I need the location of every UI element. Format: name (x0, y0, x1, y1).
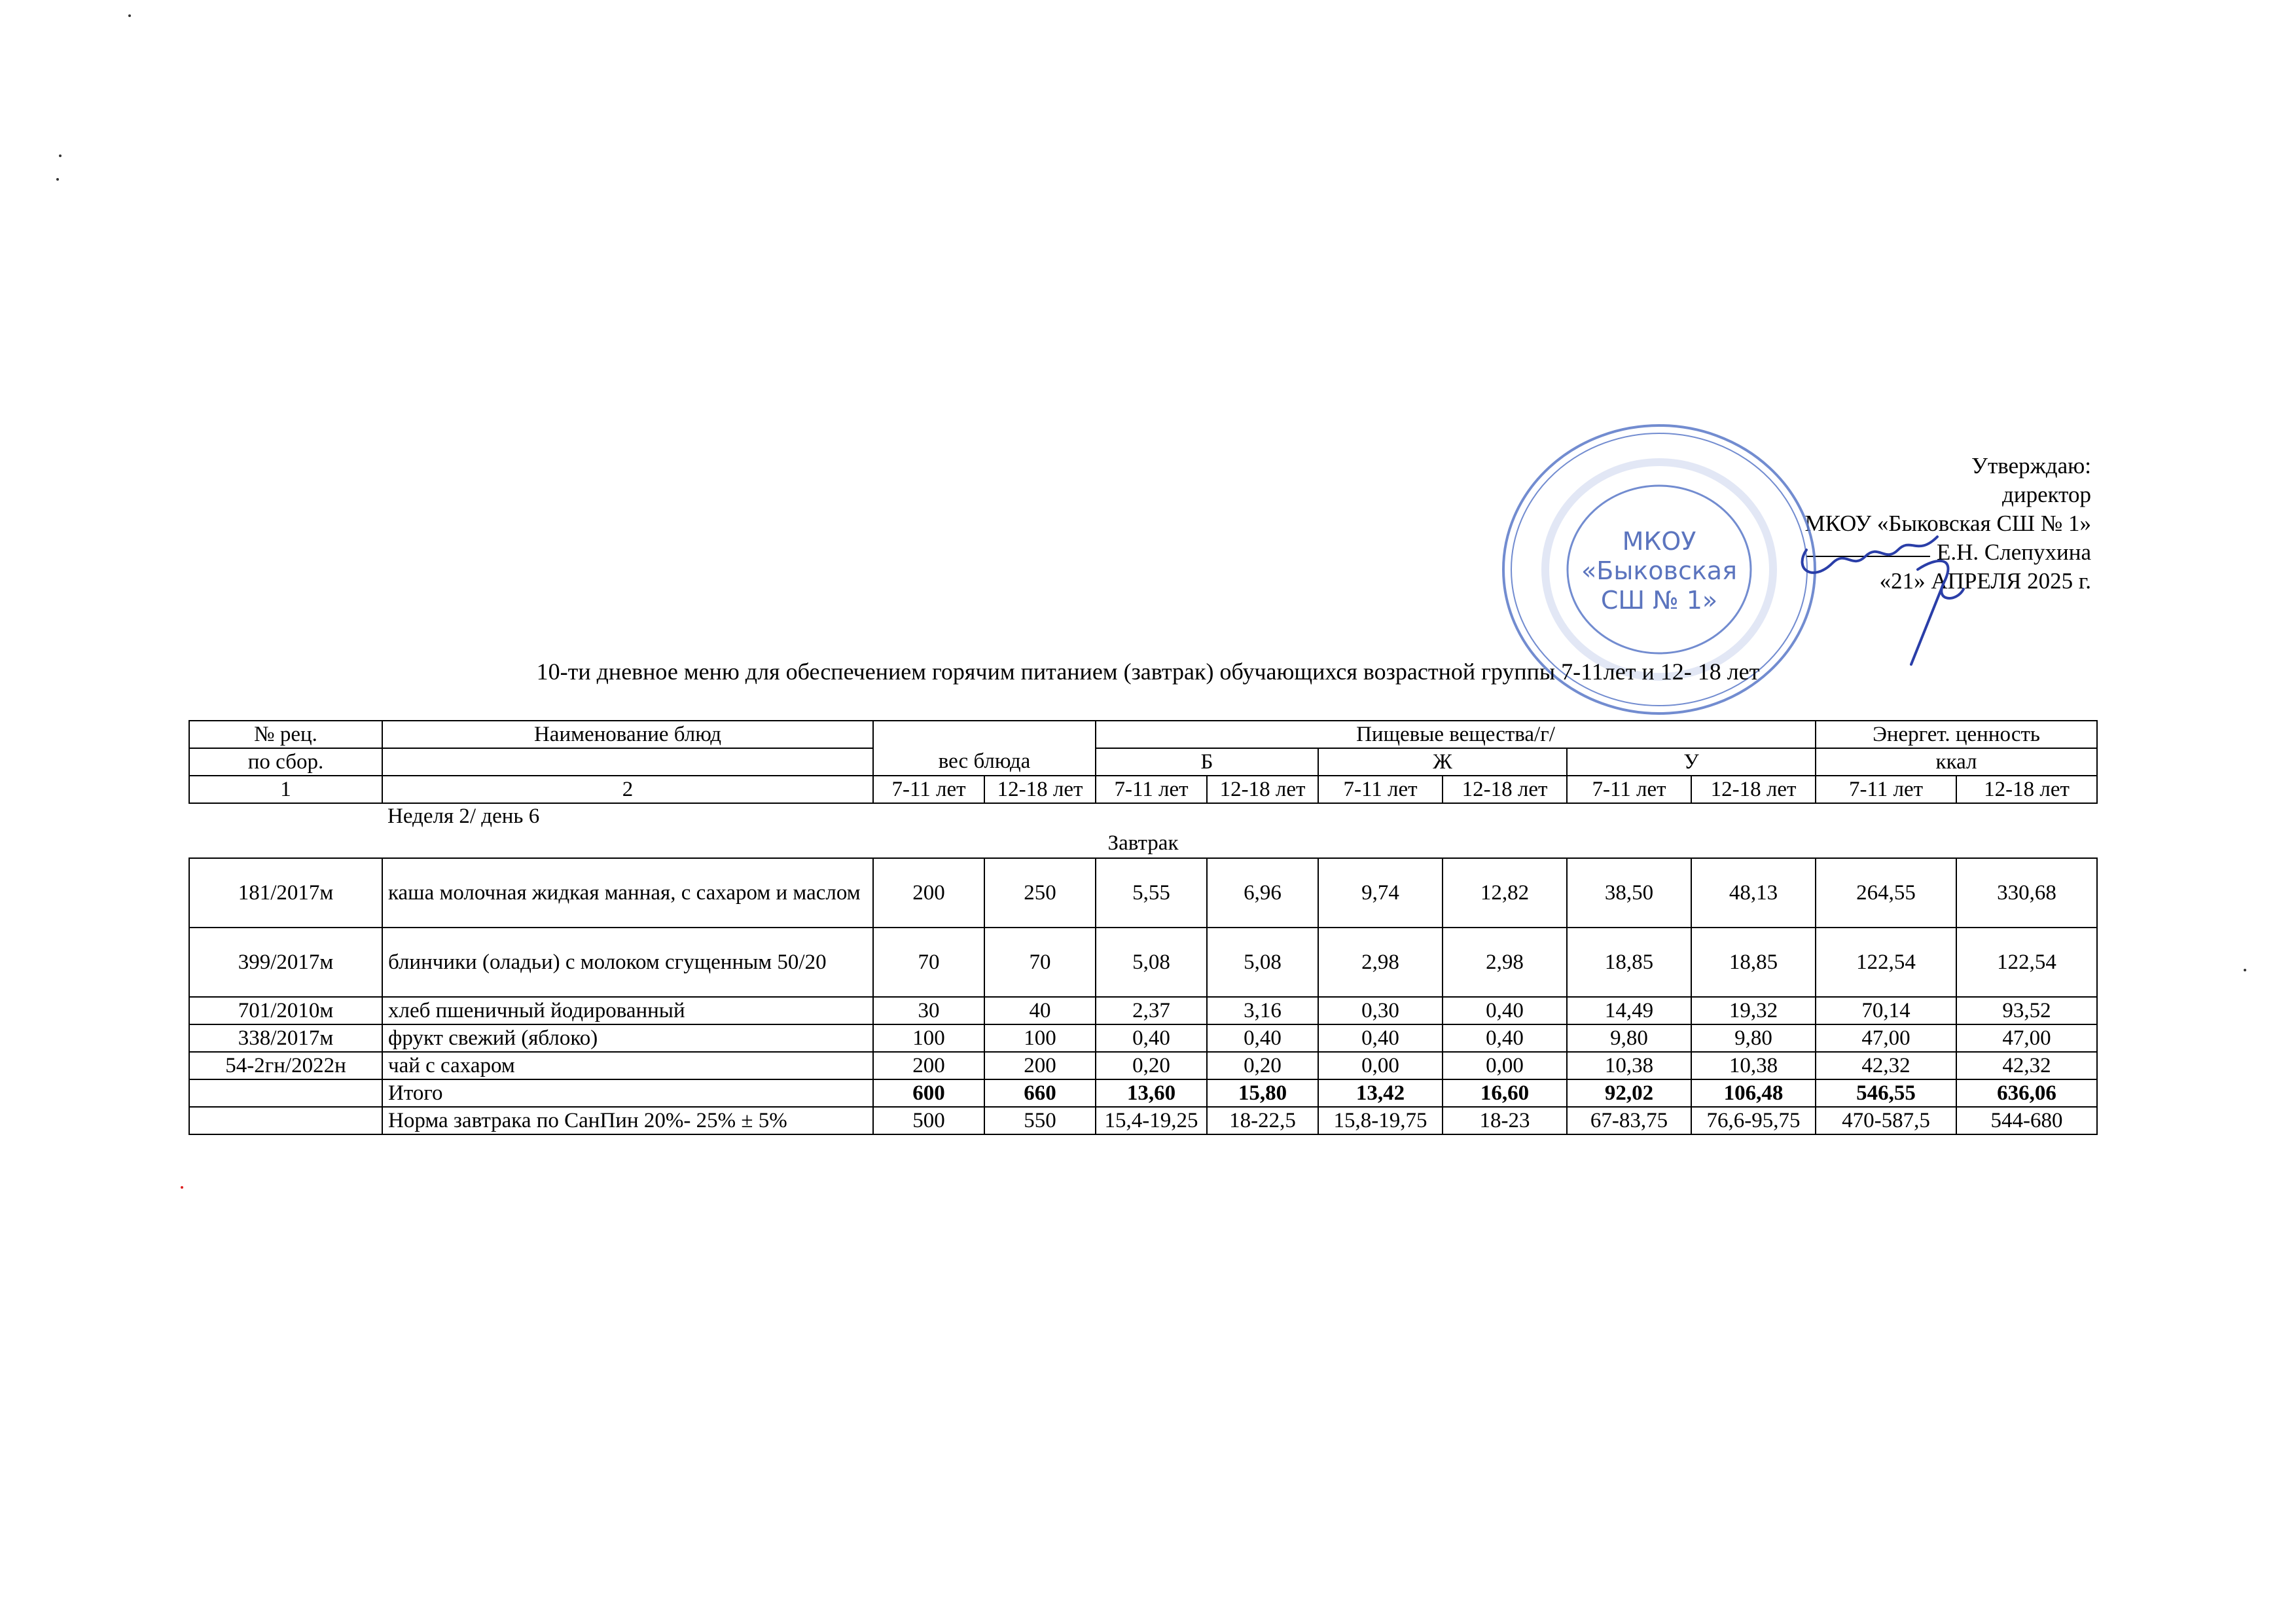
carbs-12-18: 48,13 (1691, 858, 1816, 928)
carbs-7-11: 10,38 (1567, 1052, 1691, 1079)
total-protein-7-11: 13,60 (1096, 1079, 1207, 1107)
carbs-7-11: 9,80 (1567, 1024, 1691, 1052)
fat-12-18: 12,82 (1443, 858, 1567, 928)
weight-7-11: 200 (873, 858, 984, 928)
header-protein: Б (1096, 748, 1318, 776)
norm-weight-7-11: 500 (873, 1107, 984, 1134)
week-day-label: Неделя 2/ день 6 (387, 804, 540, 828)
fat-7-11: 2,98 (1318, 928, 1443, 997)
header-dish-name: Наименование блюд (382, 721, 873, 748)
kcal-12-18: 93,52 (1956, 997, 2097, 1024)
header-weight: вес блюда (873, 748, 1096, 776)
table-row (189, 858, 2097, 928)
kcal-7-11: 47,00 (1816, 1024, 1956, 1052)
scan-speck (128, 14, 131, 17)
weight-7-11: 30 (873, 997, 984, 1024)
table-row (189, 928, 2097, 997)
scan-speck (56, 178, 59, 181)
total-row (189, 1079, 2097, 1107)
kcal-7-11: 264,55 (1816, 858, 1956, 928)
age-12-18: 12-18 лет (984, 776, 1096, 803)
scan-speck (59, 154, 62, 157)
age-7-11: 7-11 лет (1318, 776, 1443, 803)
protein-7-11: 0,40 (1096, 1024, 1207, 1052)
table-row (189, 1024, 2097, 1052)
header-weight-top (873, 721, 1096, 748)
fat-12-18: 0,40 (1443, 997, 1567, 1024)
norm-kcal-7-11: 470-587,5 (1816, 1107, 1956, 1134)
dish-name: каша молочная жидкая манная, с сахаром и маслом (382, 858, 873, 928)
approval-line-1: Утверждаю: (1971, 453, 2091, 478)
table-row (189, 997, 2097, 1024)
kcal-7-11: 42,32 (1816, 1052, 1956, 1079)
total-code-blank (189, 1079, 382, 1107)
total-kcal-12-18: 636,06 (1956, 1079, 2097, 1107)
approval-line-2: директор (2002, 482, 2091, 507)
recipe-code: 181/2017м (189, 858, 382, 928)
carbs-12-18: 9,80 (1691, 1024, 1816, 1052)
weight-12-18: 100 (984, 1024, 1096, 1052)
kcal-12-18: 47,00 (1956, 1024, 2097, 1052)
header-row-1 (189, 721, 2097, 748)
header-row-3 (189, 776, 2097, 803)
weight-12-18: 40 (984, 997, 1096, 1024)
fat-12-18: 0,00 (1443, 1052, 1567, 1079)
protein-12-18: 0,40 (1207, 1024, 1318, 1052)
header-col-2: 2 (382, 776, 873, 803)
protein-7-11: 2,37 (1096, 997, 1207, 1024)
norm-row (189, 1107, 2097, 1134)
total-kcal-7-11: 546,55 (1816, 1079, 1956, 1107)
age-7-11: 7-11 лет (1816, 776, 1956, 803)
header-fat: Ж (1318, 748, 1567, 776)
kcal-12-18: 42,32 (1956, 1052, 2097, 1079)
age-12-18: 12-18 лет (1956, 776, 2097, 803)
total-protein-12-18: 15,80 (1207, 1079, 1318, 1107)
total-weight-7-11: 600 (873, 1079, 984, 1107)
carbs-12-18: 19,32 (1691, 997, 1816, 1024)
total-fat-12-18: 16,60 (1443, 1079, 1567, 1107)
age-12-18: 12-18 лет (1207, 776, 1318, 803)
carbs-12-18: 10,38 (1691, 1052, 1816, 1079)
week-day-row (189, 803, 2097, 829)
stamp-line-2: «Быковская (1581, 556, 1737, 585)
header-rec-no: № рец. (189, 721, 382, 748)
weight-12-18: 250 (984, 858, 1096, 928)
protein-12-18: 5,08 (1207, 928, 1318, 997)
handwritten-signature (1787, 511, 1983, 668)
dish-name: фрукт свежий (яблоко) (382, 1024, 873, 1052)
norm-protein-7-11: 15,4-19,25 (1096, 1107, 1207, 1134)
total-label: Итого (382, 1079, 873, 1107)
weight-7-11: 200 (873, 1052, 984, 1079)
norm-protein-12-18: 18-22,5 (1207, 1107, 1318, 1134)
carbs-12-18: 18,85 (1691, 928, 1816, 997)
age-12-18: 12-18 лет (1443, 776, 1567, 803)
meal-label: Завтрак (189, 829, 2097, 858)
header-energy: Энергет. ценность (1816, 721, 2097, 748)
fat-12-18: 2,98 (1443, 928, 1567, 997)
total-fat-7-11: 13,42 (1318, 1079, 1443, 1107)
recipe-code: 54-2гн/2022н (189, 1052, 382, 1079)
header-kcal: ккал (1816, 748, 2097, 776)
fat-7-11: 9,74 (1318, 858, 1443, 928)
protein-12-18: 3,16 (1207, 997, 1318, 1024)
header-dish-blank (382, 748, 873, 776)
protein-7-11: 5,55 (1096, 858, 1207, 928)
total-weight-12-18: 660 (984, 1079, 1096, 1107)
recipe-code: 399/2017м (189, 928, 382, 997)
norm-carbs-12-18: 76,6-95,75 (1691, 1107, 1816, 1134)
weight-7-11: 100 (873, 1024, 984, 1052)
approval-line-3: МКОУ «Быковская СШ № 1» (1804, 511, 2091, 536)
kcal-12-18: 330,68 (1956, 858, 2097, 928)
scan-speck (2244, 969, 2246, 971)
carbs-7-11: 18,85 (1567, 928, 1691, 997)
norm-kcal-12-18: 544-680 (1956, 1107, 2097, 1134)
dish-name: чай с сахаром (382, 1052, 873, 1079)
weight-12-18: 200 (984, 1052, 1096, 1079)
norm-code-blank (189, 1107, 382, 1134)
kcal-7-11: 122,54 (1816, 928, 1956, 997)
stamp-line-3: СШ № 1» (1600, 586, 1718, 615)
norm-carbs-7-11: 67-83,75 (1567, 1107, 1691, 1134)
norm-fat-7-11: 15,8-19,75 (1318, 1107, 1443, 1134)
protein-7-11: 0,20 (1096, 1052, 1207, 1079)
recipe-code: 701/2010м (189, 997, 382, 1024)
protein-12-18: 6,96 (1207, 858, 1318, 928)
kcal-12-18: 122,54 (1956, 928, 2097, 997)
carbs-7-11: 14,49 (1567, 997, 1691, 1024)
fat-7-11: 0,00 (1318, 1052, 1443, 1079)
header-carbs: У (1567, 748, 1816, 776)
age-12-18: 12-18 лет (1691, 776, 1816, 803)
total-carbs-7-11: 92,02 (1567, 1079, 1691, 1107)
dish-name: блинчики (оладьи) с молоком сгущенным 50/20 (382, 928, 873, 997)
total-carbs-12-18: 106,48 (1691, 1079, 1816, 1107)
scan-speck (181, 1186, 183, 1189)
dish-name: хлеб пшеничный йодированный (382, 997, 873, 1024)
age-7-11: 7-11 лет (1567, 776, 1691, 803)
fat-7-11: 0,30 (1318, 997, 1443, 1024)
header-nutrients: Пищевые вещества/г/ (1096, 721, 1816, 748)
header-col-1: 1 (189, 776, 382, 803)
weight-12-18: 70 (984, 928, 1096, 997)
kcal-7-11: 70,14 (1816, 997, 1956, 1024)
meal-row (189, 829, 2097, 858)
approval-line-5: «21» АПРЕЛЯ 2025 г. (1879, 568, 2091, 594)
age-7-11: 7-11 лет (873, 776, 984, 803)
fat-12-18: 0,40 (1443, 1024, 1567, 1052)
carbs-7-11: 38,50 (1567, 858, 1691, 928)
director-name: Е.Н. Слепухина (1937, 539, 2091, 565)
norm-weight-12-18: 550 (984, 1107, 1096, 1134)
weight-7-11: 70 (873, 928, 984, 997)
menu-table (188, 720, 2098, 1135)
document-title: 10-ти дневное меню для обеспечением горячим питанием (завтрак) обучающихся возрастной группы 7-11лет и 12- 18 лет (536, 659, 1760, 685)
header-rec-source: по сбор. (189, 748, 382, 776)
norm-label: Норма завтрака по СанПин 20%- 25% ± 5% (382, 1107, 873, 1134)
protein-7-11: 5,08 (1096, 928, 1207, 997)
norm-fat-12-18: 18-23 (1443, 1107, 1567, 1134)
protein-12-18: 0,20 (1207, 1052, 1318, 1079)
recipe-code: 338/2017м (189, 1024, 382, 1052)
fat-7-11: 0,40 (1318, 1024, 1443, 1052)
stamp-line-1: МКОУ (1622, 527, 1696, 556)
table-row (189, 1052, 2097, 1079)
age-7-11: 7-11 лет (1096, 776, 1207, 803)
header-row-2 (189, 748, 2097, 776)
